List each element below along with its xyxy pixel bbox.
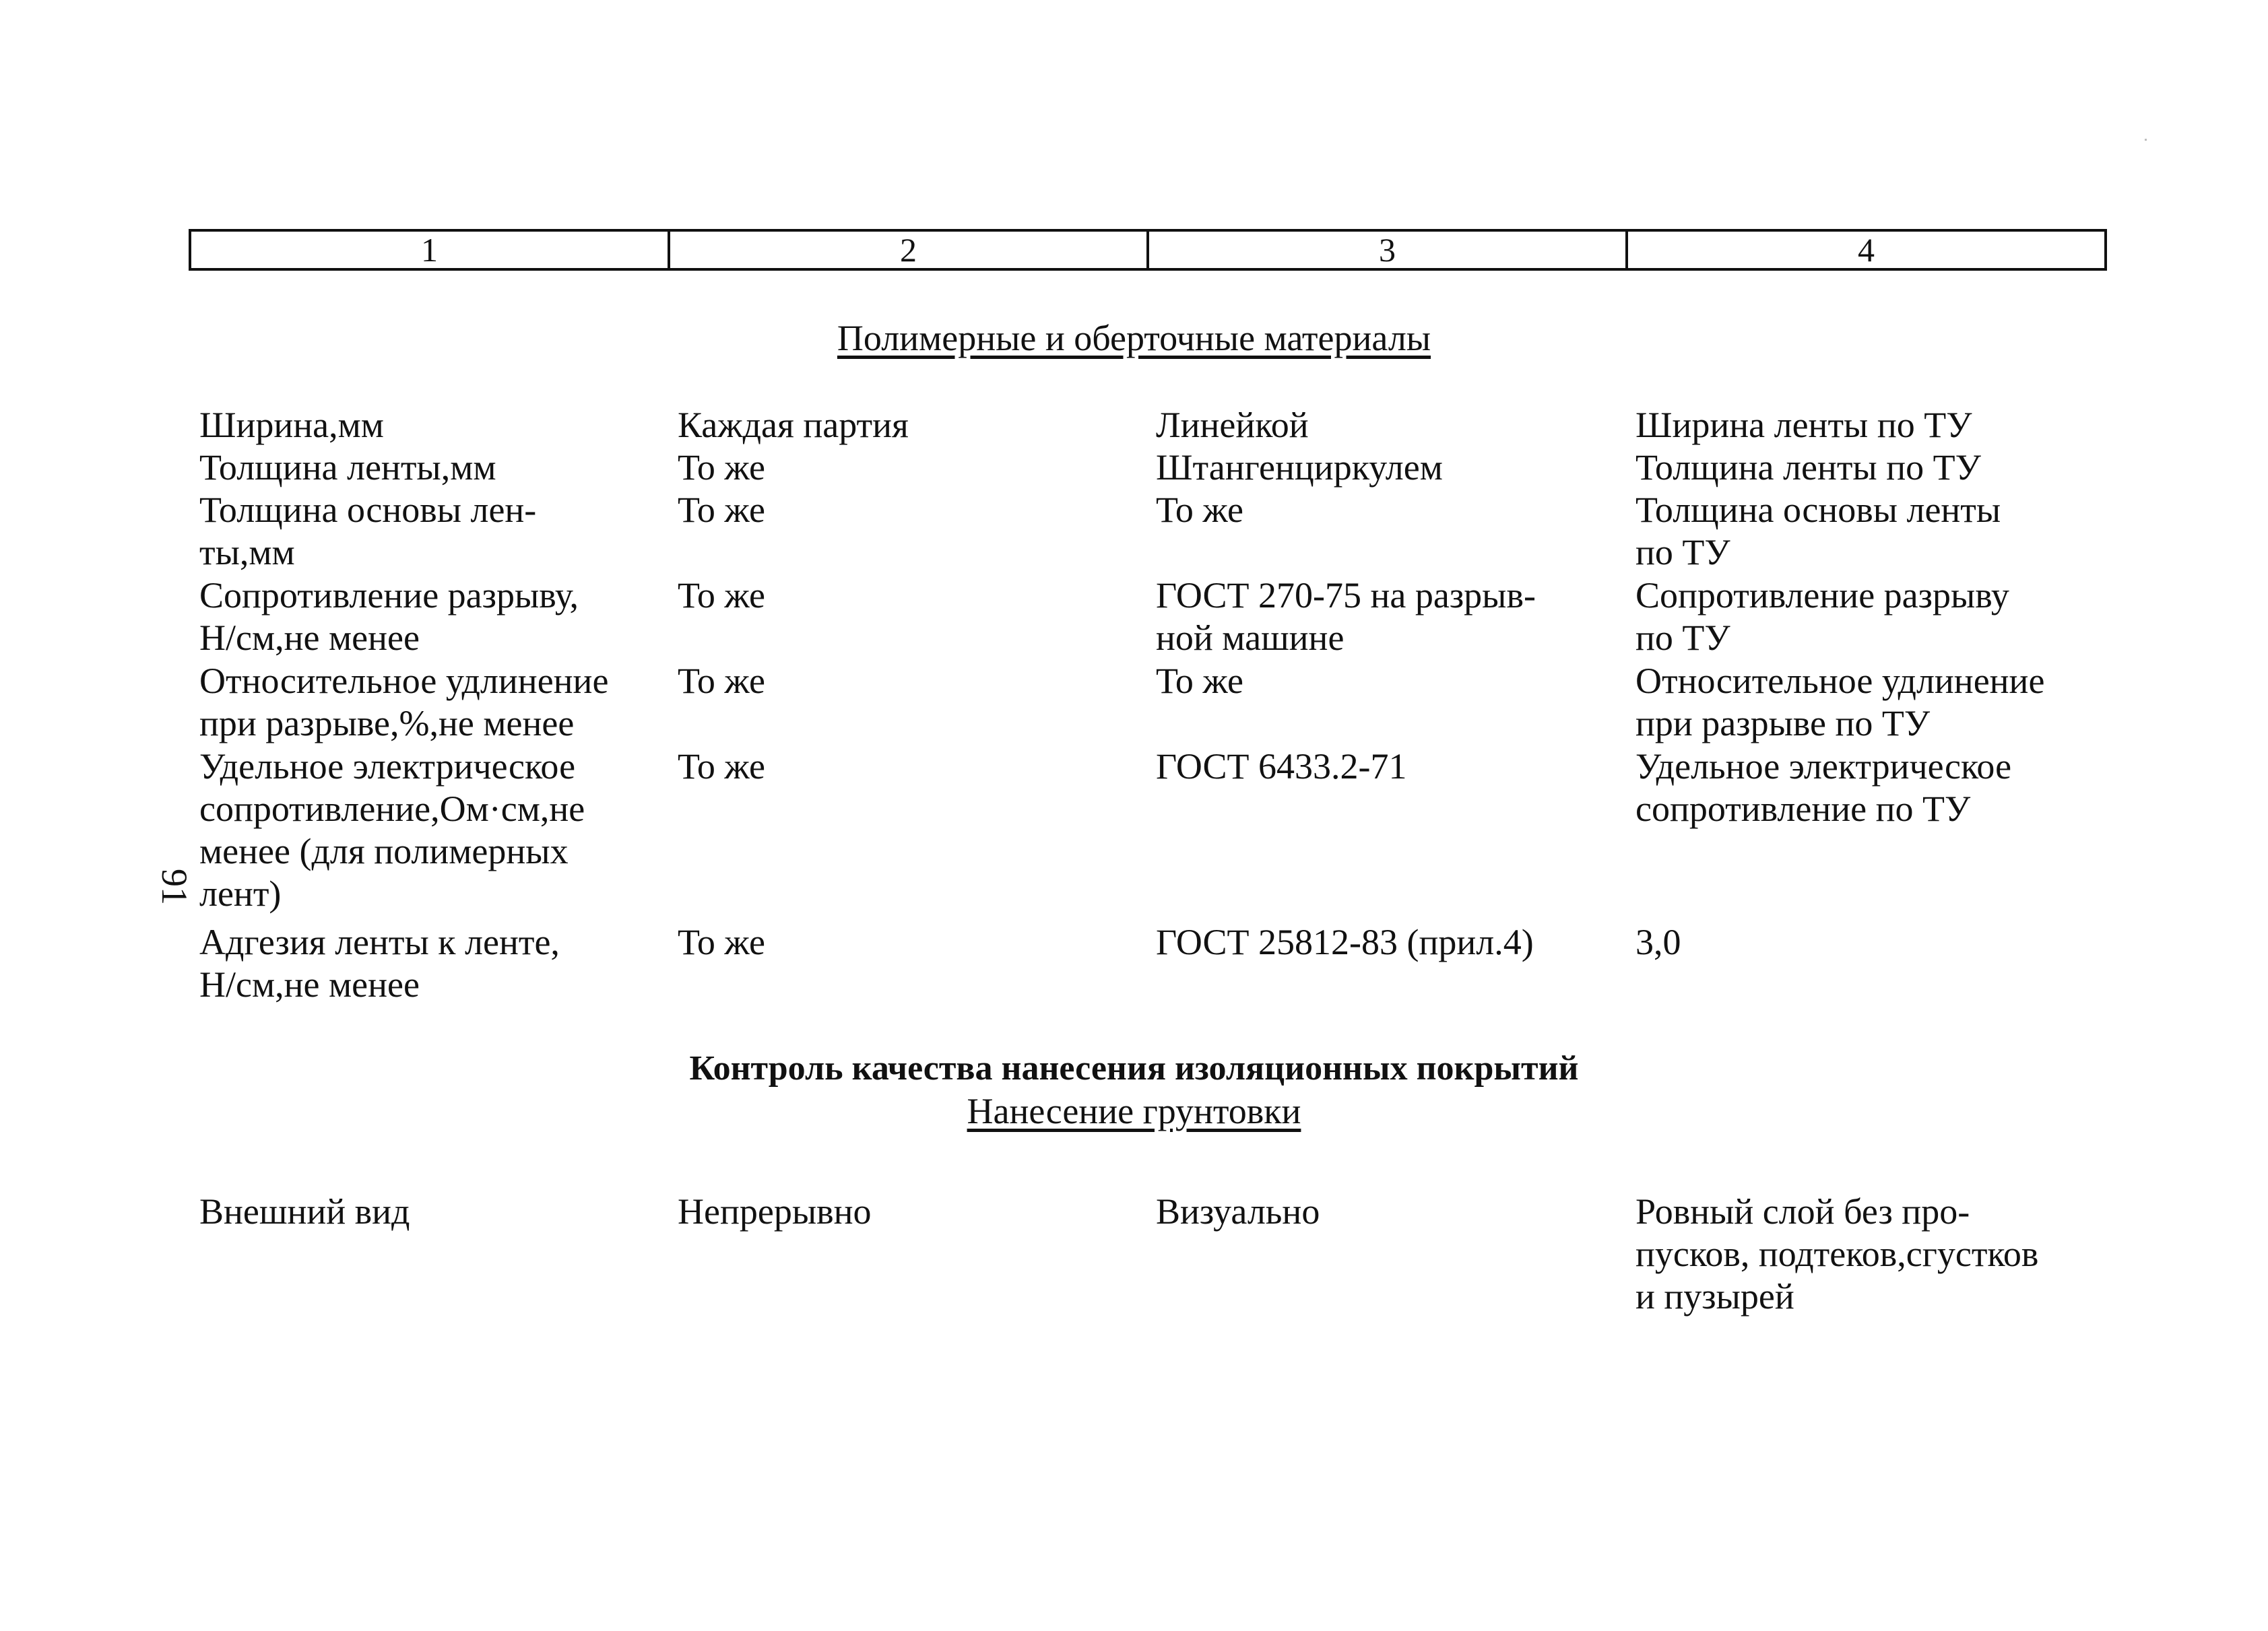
parameter-cell: Толщина основы лен- ты,мм bbox=[199, 490, 537, 572]
method-cell: Визуально bbox=[1156, 1191, 1320, 1232]
requirement-cell: Толщина основы ленты по ТУ bbox=[1635, 490, 2001, 572]
requirement-cell: Относительное удлинение при разрыве по ТУ bbox=[1635, 661, 2045, 743]
frequency-cell: Каждая партия bbox=[678, 405, 909, 445]
section-title-coating-quality: Контроль качества нанесения изоляционных покрытий bbox=[689, 1049, 1579, 1088]
column-number-4: 4 bbox=[1858, 231, 1875, 269]
section-title-polymer-materials: Полимерные и оберточные материалы bbox=[837, 318, 1431, 358]
method-cell: То же bbox=[1156, 661, 1243, 701]
parameter-cell: Удельное электрическое сопротивление,Ом·см,не менее (для полимерных лент) bbox=[199, 746, 585, 914]
parameter-cell: Относительное удлинение при разрыве,%,не менее bbox=[199, 661, 609, 743]
parameter-cell: Внешний вид bbox=[199, 1191, 410, 1232]
frequency-cell: То же bbox=[678, 661, 765, 701]
method-cell: ГОСТ 270-75 на разрыв- ной машине bbox=[1156, 575, 1536, 658]
frequency-cell: Непрерывно bbox=[678, 1191, 872, 1232]
parameter-cell: Сопротивление разрыву, Н/см,не менее bbox=[199, 575, 579, 658]
requirement-cell: Сопротивление разрыву по ТУ bbox=[1635, 575, 2009, 658]
method-cell: ГОСТ 25812-83 (прил.4) bbox=[1156, 922, 1534, 962]
column-number-3: 3 bbox=[1149, 232, 1628, 268]
subsection-title-primer: Нанесение грунтовки bbox=[967, 1091, 1301, 1131]
method-cell: Штангенциркулем bbox=[1156, 447, 1443, 488]
method-cell: То же bbox=[1156, 490, 1243, 530]
requirement-cell: Толщина ленты по ТУ bbox=[1635, 447, 1981, 488]
parameter-cell: Ширина,мм bbox=[199, 405, 384, 445]
frequency-cell: То же bbox=[678, 575, 765, 615]
frequency-cell: То же bbox=[678, 447, 765, 488]
method-cell: ГОСТ 6433.2-71 bbox=[1156, 746, 1407, 787]
requirement-cell: Удельное электрическое сопротивление по ТУ bbox=[1635, 746, 2012, 829]
requirement-cell: Ширина ленты по ТУ bbox=[1635, 405, 1972, 445]
parameter-cell: Толщина ленты,мм bbox=[199, 447, 496, 488]
method-cell: Линейкой bbox=[1156, 405, 1309, 445]
frequency-cell: То же bbox=[678, 746, 765, 787]
page-number: 91 bbox=[154, 869, 195, 905]
frequency-cell: То же bbox=[678, 922, 765, 962]
column-number-1: 1 bbox=[191, 232, 670, 268]
parameter-cell: Адгезия ленты к ленте, Н/см,не менее bbox=[199, 922, 560, 1005]
frequency-cell: То же bbox=[678, 490, 765, 530]
requirement-cell: Ровный слой без про- пусков, подтеков,сгустков и пузырей bbox=[1635, 1191, 2039, 1317]
column-number-2: 2 bbox=[670, 232, 1149, 268]
requirement-cell: 3,0 bbox=[1635, 922, 1681, 962]
